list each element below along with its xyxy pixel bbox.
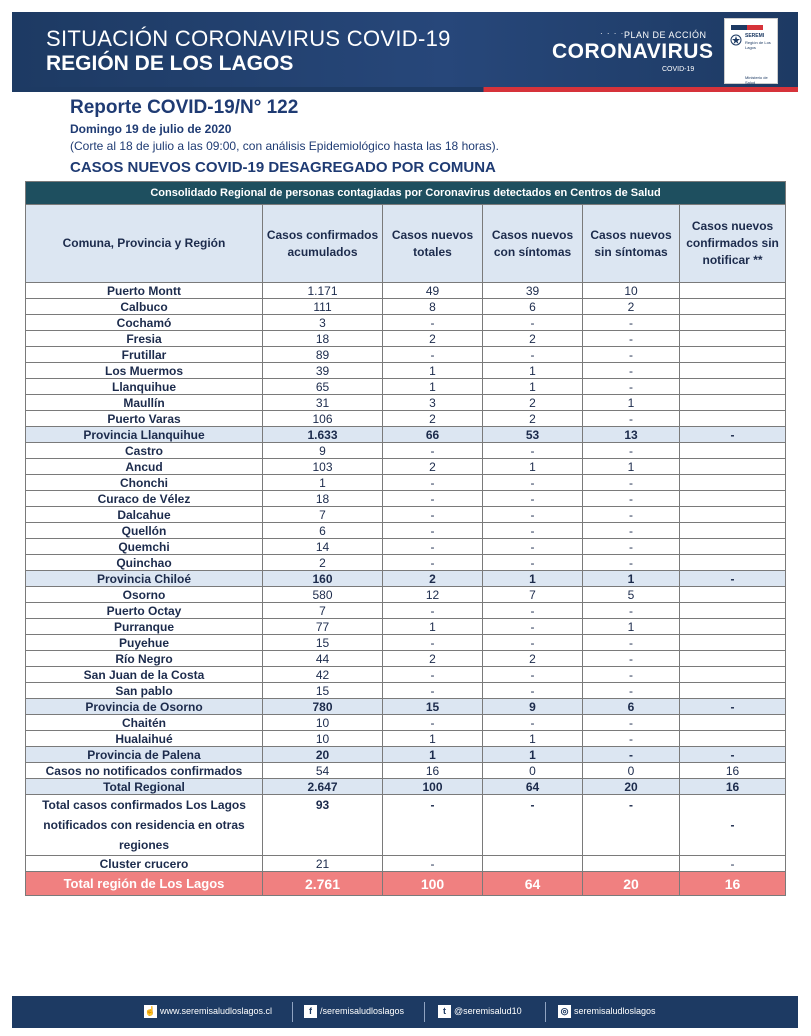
row-label-cell: Fresia <box>26 331 263 347</box>
value-cell: - <box>583 635 680 651</box>
table-caption-row <box>26 182 786 205</box>
table-row <box>26 635 786 651</box>
value-cell: 2 <box>263 555 383 571</box>
value-cell: 100 <box>383 779 483 795</box>
row-label-cell: Quemchi <box>26 539 263 555</box>
value-cell: - <box>383 667 483 683</box>
row-label-cell: Chaitén <box>26 715 263 731</box>
value-cell: - <box>383 315 483 331</box>
province-row <box>26 747 786 763</box>
value-cell <box>680 491 786 507</box>
table-header-row <box>26 205 786 283</box>
column-header: Casos nuevos con síntomas <box>483 205 583 283</box>
row-label-cell: Provincia Chiloé <box>26 571 263 587</box>
value-cell: 16 <box>680 779 786 795</box>
value-cell: 10 <box>263 715 383 731</box>
value-cell: 2 <box>583 299 680 315</box>
value-cell: 3 <box>383 395 483 411</box>
table-row <box>26 539 786 555</box>
value-cell: 2.647 <box>263 779 383 795</box>
plan-top-label: PLAN DE ACCIÓN <box>624 30 707 40</box>
value-cell: - <box>680 856 786 872</box>
value-cell: - <box>483 667 583 683</box>
value-cell: 2 <box>483 411 583 427</box>
report-title: Reporte COVID-19/N° 122 <box>70 97 299 118</box>
value-cell: - <box>583 315 680 331</box>
value-cell: 2 <box>383 411 483 427</box>
plan-logo-dots-icon: · · · · · <box>600 29 632 38</box>
value-cell <box>680 379 786 395</box>
pointer-hand-icon: ☝ <box>144 1006 157 1016</box>
table-row <box>26 299 786 315</box>
value-cell: - <box>583 539 680 555</box>
value-cell <box>680 667 786 683</box>
table-row <box>26 523 786 539</box>
value-cell <box>680 507 786 523</box>
value-cell: - <box>583 379 680 395</box>
value-cell: 6 <box>483 299 583 315</box>
table-row <box>26 459 786 475</box>
table-row <box>26 555 786 571</box>
plan-main-label: CORONAVIRUS <box>552 40 714 63</box>
table-row <box>26 363 786 379</box>
row-label-cell: Hualaihué <box>26 731 263 747</box>
value-cell: 49 <box>383 283 483 299</box>
value-cell: 7 <box>483 587 583 603</box>
value-cell <box>680 315 786 331</box>
value-cell: - <box>583 747 680 763</box>
row-label-cell: Chonchi <box>26 475 263 491</box>
table-row <box>26 507 786 523</box>
value-cell: - <box>483 539 583 555</box>
value-cell: 1 <box>383 747 483 763</box>
value-cell: - <box>583 523 680 539</box>
value-cell <box>680 331 786 347</box>
row-label-cell: Puerto Varas <box>26 411 263 427</box>
instagram-icon: ◎ <box>558 1005 571 1018</box>
value-cell: 20 <box>583 779 680 795</box>
value-cell: - <box>483 523 583 539</box>
value-cell: - <box>483 507 583 523</box>
value-cell: 103 <box>263 459 383 475</box>
row-label-cell: Casos no notificados confirmados <box>26 763 263 779</box>
table-row <box>26 715 786 731</box>
total-row <box>26 779 786 795</box>
value-cell: - <box>483 795 583 856</box>
value-cell: 9 <box>483 699 583 715</box>
value-cell: 1 <box>263 475 383 491</box>
value-cell <box>680 411 786 427</box>
value-cell <box>583 856 680 872</box>
value-cell: - <box>483 603 583 619</box>
value-cell: - <box>483 491 583 507</box>
value-cell: - <box>680 795 786 856</box>
value-cell: - <box>583 555 680 571</box>
value-cell: - <box>483 635 583 651</box>
footer-divider <box>424 1002 425 1022</box>
value-cell: - <box>583 651 680 667</box>
cases-table <box>25 181 786 896</box>
row-label-cell: Ancud <box>26 459 263 475</box>
value-cell: 111 <box>263 299 383 315</box>
value-cell: 1 <box>583 619 680 635</box>
value-cell: - <box>483 347 583 363</box>
value-cell: - <box>583 491 680 507</box>
row-label-cell: Purranque <box>26 619 263 635</box>
table-row <box>26 856 786 872</box>
value-cell: 31 <box>263 395 383 411</box>
row-label-cell: Castro <box>26 443 263 459</box>
value-cell: 7 <box>263 507 383 523</box>
report-subtitle: CASOS NUEVOS COVID-19 DESAGREGADO POR COMUNA <box>70 159 496 176</box>
row-label-cell: Quinchao <box>26 555 263 571</box>
value-cell: 66 <box>383 427 483 443</box>
row-label-cell: Frutillar <box>26 347 263 363</box>
value-cell: 15 <box>263 683 383 699</box>
value-cell: - <box>583 667 680 683</box>
value-cell: 1 <box>583 395 680 411</box>
value-cell <box>680 299 786 315</box>
value-cell: - <box>583 331 680 347</box>
footer-divider <box>545 1002 546 1022</box>
value-cell: - <box>483 443 583 459</box>
value-cell: 12 <box>383 587 483 603</box>
footer-facebook-text: /seremisaludloslagos <box>320 1005 405 1016</box>
value-cell: - <box>680 427 786 443</box>
footer-twitter[interactable] <box>438 1005 522 1018</box>
value-cell <box>680 715 786 731</box>
row-label-cell: Total casos confirmados Los Lagos notificados con residencia en otras regiones <box>26 795 263 856</box>
value-cell: 54 <box>263 763 383 779</box>
value-cell: 1 <box>483 363 583 379</box>
value-cell: 14 <box>263 539 383 555</box>
value-cell: 16 <box>680 763 786 779</box>
value-cell: 2 <box>383 571 483 587</box>
value-cell <box>680 395 786 411</box>
value-cell: 1 <box>483 571 583 587</box>
value-cell: - <box>383 635 483 651</box>
value-cell: - <box>583 683 680 699</box>
row-label-cell: Provincia Llanquihue <box>26 427 263 443</box>
value-cell: 1 <box>383 363 483 379</box>
row-label-cell: Maullín <box>26 395 263 411</box>
column-header: Casos confirmados acumulados <box>263 205 383 283</box>
row-label-cell: Calbuco <box>26 299 263 315</box>
value-cell: - <box>383 539 483 555</box>
footer-facebook[interactable] <box>304 1005 404 1018</box>
value-cell: - <box>583 363 680 379</box>
value-cell: - <box>483 315 583 331</box>
value-cell: 1 <box>483 379 583 395</box>
value-cell: 7 <box>263 603 383 619</box>
value-cell: - <box>483 683 583 699</box>
value-cell: - <box>383 795 483 856</box>
value-cell: - <box>583 411 680 427</box>
value-cell: - <box>483 475 583 491</box>
table-row <box>26 491 786 507</box>
header-line1: SITUACIÓN CORONAVIRUS COVID-19 <box>46 26 451 51</box>
value-cell: - <box>483 555 583 571</box>
twitter-icon: t <box>438 1005 451 1018</box>
value-cell: 53 <box>483 427 583 443</box>
value-cell: 2 <box>483 395 583 411</box>
column-header: Casos nuevos sin síntomas <box>583 205 680 283</box>
value-cell: - <box>383 856 483 872</box>
value-cell <box>680 651 786 667</box>
value-cell: - <box>583 347 680 363</box>
value-cell: - <box>680 747 786 763</box>
value-cell: 64 <box>483 779 583 795</box>
value-cell: 18 <box>263 491 383 507</box>
value-cell: 16 <box>383 763 483 779</box>
value-cell: 20 <box>263 747 383 763</box>
value-cell: 1.171 <box>263 283 383 299</box>
value-cell <box>680 363 786 379</box>
value-cell: 64 <box>483 872 583 896</box>
value-cell: 2 <box>483 331 583 347</box>
value-cell <box>680 731 786 747</box>
row-label-cell: Provincia de Osorno <box>26 699 263 715</box>
value-cell: - <box>383 555 483 571</box>
footer-instagram[interactable] <box>558 1005 656 1018</box>
value-cell: 2 <box>383 651 483 667</box>
column-header: Casos nuevos totales <box>383 205 483 283</box>
row-label-cell: Quellón <box>26 523 263 539</box>
table-row <box>26 411 786 427</box>
value-cell: 106 <box>263 411 383 427</box>
row-label-cell: Puerto Octay <box>26 603 263 619</box>
value-cell: 100 <box>383 872 483 896</box>
value-cell: - <box>483 715 583 731</box>
value-cell: 16 <box>680 872 786 896</box>
value-cell: 21 <box>263 856 383 872</box>
grand-total-row <box>26 872 786 896</box>
value-cell: - <box>383 491 483 507</box>
value-cell: - <box>383 523 483 539</box>
value-cell: 1 <box>383 619 483 635</box>
row-label-cell: Osorno <box>26 587 263 603</box>
value-cell: 160 <box>263 571 383 587</box>
value-cell <box>680 283 786 299</box>
value-cell: 2 <box>383 459 483 475</box>
value-cell: 580 <box>263 587 383 603</box>
value-cell: 2.761 <box>263 872 383 896</box>
value-cell: 6 <box>263 523 383 539</box>
coat-of-arms-icon <box>729 33 743 47</box>
value-cell <box>680 555 786 571</box>
header-banner <box>12 12 798 92</box>
footer-instagram-text: seremisaludloslagos <box>574 1005 656 1016</box>
table-row <box>26 443 786 459</box>
table-row <box>26 315 786 331</box>
row-label-cell: San Juan de la Costa <box>26 667 263 683</box>
value-cell: 2 <box>483 651 583 667</box>
header-line2: REGIÓN DE LOS LAGOS <box>46 52 294 75</box>
value-cell: 15 <box>263 635 383 651</box>
value-cell <box>680 523 786 539</box>
table-row <box>26 603 786 619</box>
value-cell: 1 <box>383 731 483 747</box>
value-cell: - <box>583 731 680 747</box>
value-cell: 1 <box>483 459 583 475</box>
value-cell <box>483 856 583 872</box>
table-row <box>26 619 786 635</box>
value-cell: 39 <box>263 363 383 379</box>
value-cell <box>680 539 786 555</box>
flag-red-icon <box>747 25 763 30</box>
table-row <box>26 331 786 347</box>
value-cell: 780 <box>263 699 383 715</box>
value-cell <box>680 475 786 491</box>
table-row <box>26 683 786 699</box>
row-label-cell: Provincia de Palena <box>26 747 263 763</box>
value-cell: 42 <box>263 667 383 683</box>
row-label-cell: Cochamó <box>26 315 263 331</box>
table-caption: Consolidado Regional de personas contagiadas por Coronavirus detectados en Centros de Salud <box>26 182 786 205</box>
value-cell: 1 <box>583 571 680 587</box>
table-row <box>26 347 786 363</box>
value-cell <box>680 347 786 363</box>
row-label-cell: Río Negro <box>26 651 263 667</box>
column-header: Comuna, Provincia y Región <box>26 205 263 283</box>
row-label-cell: Dalcahue <box>26 507 263 523</box>
value-cell: 2 <box>383 331 483 347</box>
value-cell <box>680 587 786 603</box>
facebook-icon: f <box>304 1005 317 1018</box>
value-cell: 89 <box>263 347 383 363</box>
column-header: Casos nuevos confirmados sin notificar ** <box>680 205 786 283</box>
value-cell: - <box>583 715 680 731</box>
footer-twitter-text: @seremisalud10 <box>454 1005 522 1016</box>
value-cell: - <box>383 507 483 523</box>
value-cell <box>680 635 786 651</box>
value-cell: 1 <box>383 379 483 395</box>
row-label-cell: Llanquihue <box>26 379 263 395</box>
seremi-sub: Región de Los Lagos <box>745 40 771 50</box>
value-cell <box>680 683 786 699</box>
value-cell: 77 <box>263 619 383 635</box>
table-row <box>26 731 786 747</box>
value-cell <box>680 459 786 475</box>
value-cell: - <box>583 475 680 491</box>
seremi-logo <box>724 18 778 84</box>
footer-bar <box>12 996 798 1028</box>
row-label-cell: Cluster crucero <box>26 856 263 872</box>
value-cell: - <box>583 507 680 523</box>
value-cell: 65 <box>263 379 383 395</box>
table-row <box>26 475 786 491</box>
value-cell: 93 <box>263 795 383 856</box>
table-row <box>26 587 786 603</box>
value-cell: - <box>483 619 583 635</box>
value-cell: 9 <box>263 443 383 459</box>
value-cell: - <box>583 795 680 856</box>
value-cell: 1.633 <box>263 427 383 443</box>
value-cell: 0 <box>583 763 680 779</box>
value-cell: 20 <box>583 872 680 896</box>
value-cell <box>680 603 786 619</box>
value-cell: 10 <box>583 283 680 299</box>
table-row <box>26 379 786 395</box>
value-cell: - <box>583 603 680 619</box>
value-cell: - <box>383 347 483 363</box>
value-cell: - <box>383 603 483 619</box>
value-cell: 39 <box>483 283 583 299</box>
value-cell: 13 <box>583 427 680 443</box>
province-row <box>26 571 786 587</box>
value-cell: - <box>383 683 483 699</box>
value-cell: 5 <box>583 587 680 603</box>
row-label-cell: Total región de Los Lagos <box>26 872 263 896</box>
province-row <box>26 699 786 715</box>
row-label-cell: Curaco de Vélez <box>26 491 263 507</box>
value-cell: 8 <box>383 299 483 315</box>
value-cell: 0 <box>483 763 583 779</box>
seremi-ministry: Ministerio de Salud <box>745 75 768 85</box>
value-cell: 1 <box>483 731 583 747</box>
value-cell: - <box>583 443 680 459</box>
report-note: (Corte al 18 de julio a las 09:00, con análisis Epidemiológico hasta las 18 horas). <box>70 139 499 153</box>
value-cell: - <box>383 443 483 459</box>
value-cell: 3 <box>263 315 383 331</box>
table-row <box>26 667 786 683</box>
flag-blue-icon <box>731 25 747 30</box>
value-cell <box>680 619 786 635</box>
table-row <box>26 395 786 411</box>
footer-divider <box>292 1002 293 1022</box>
value-cell: - <box>383 715 483 731</box>
value-cell: 44 <box>263 651 383 667</box>
table-row <box>26 283 786 299</box>
plan-sub-label: COVID-19 <box>662 66 695 73</box>
value-cell: - <box>680 571 786 587</box>
report-date: Domingo 19 de julio de 2020 <box>70 122 232 136</box>
value-cell: - <box>383 475 483 491</box>
value-cell: 1 <box>483 747 583 763</box>
value-cell: - <box>680 699 786 715</box>
footer-web-text: www.seremisaludloslagos.cl <box>160 1005 273 1016</box>
row-label-cell: Puyehue <box>26 635 263 651</box>
footer-web[interactable] <box>144 1005 272 1018</box>
value-cell: 18 <box>263 331 383 347</box>
table-row <box>26 651 786 667</box>
row-label-cell: Puerto Montt <box>26 283 263 299</box>
value-cell: 10 <box>263 731 383 747</box>
value-cell <box>680 443 786 459</box>
value-cell: 15 <box>383 699 483 715</box>
value-cell: 1 <box>583 459 680 475</box>
value-cell: 6 <box>583 699 680 715</box>
seremi-title: SEREMI <box>745 33 765 39</box>
row-label-cell: San pablo <box>26 683 263 699</box>
table-row <box>26 795 786 856</box>
table-row <box>26 763 786 779</box>
row-label-cell: Los Muermos <box>26 363 263 379</box>
row-label-cell: Total Regional <box>26 779 263 795</box>
province-row <box>26 427 786 443</box>
